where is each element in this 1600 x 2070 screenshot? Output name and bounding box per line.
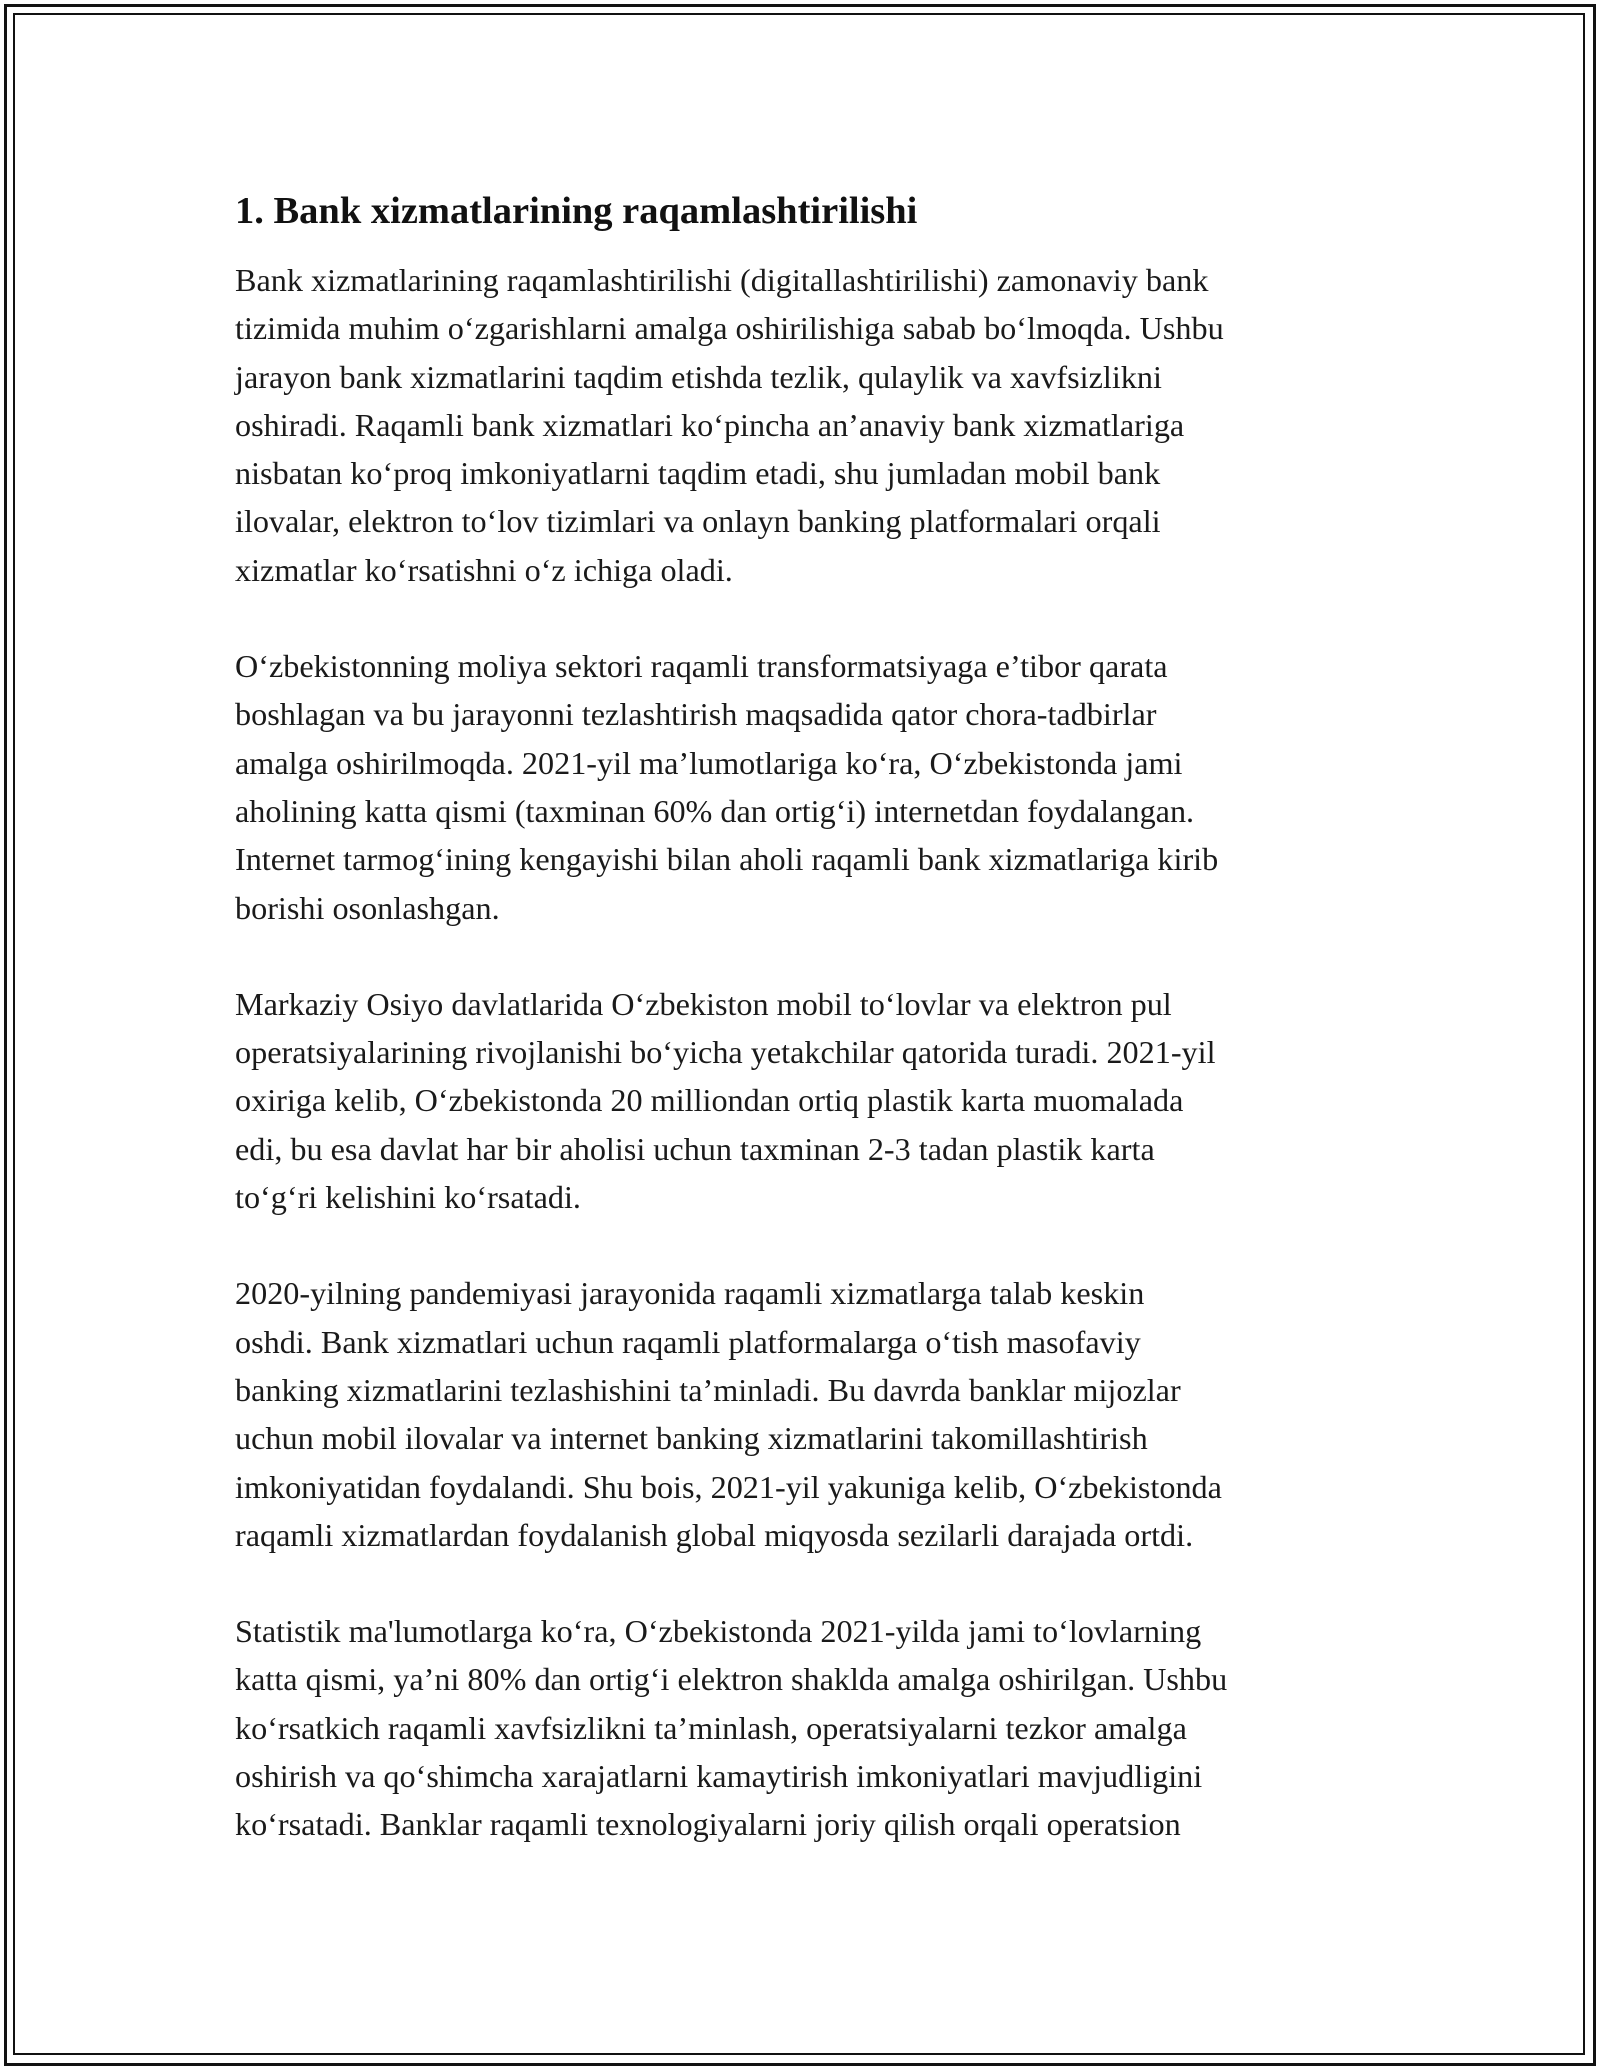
paragraph-4: 2020-yilning pandemiyasi jarayonida raqamli xizmatlarga talab keskin oshdi. Bank xizmatlari uchun raqamli platformalarga o‘tish masofaviy banking xizmatlarini tezlashishini ta’minladi. Bu davrda banklar mijozlar uchun mobil ilovalar va internet banking xizmatlarini takomillashtirish imkoniyatidan foydalandi. Shu bois, 2021-yil yakuniga kelib, O‘zbekistonda raqamli xizmatlardan foydalanish global miqyosda sezilarli darajada ortdi. <box>235 1275 1222 1553</box>
paragraph-5: Statistik ma'lumotlarga ko‘ra, O‘zbekistonda 2021-yilda jami to‘lovlarning katta qismi, ya’ni 80% dan ortig‘i elektron shaklda amalga oshirilgan. Ushbu ko‘rsatkich raqamli xavfsizlikni ta’minlash, operatsiyalarni tezkor amalga oshirish va qo‘shimcha xarajatlarni kamaytirish imkoniyatlari mavjudligini ko‘rsatadi. Banklar raqamli texnologiyalarni joriy qilish orqali operatsion <box>235 1613 1228 1843</box>
section-title: 1. Bank xizmatlarining raqamlashtirilishi <box>235 190 918 232</box>
paragraph-1: Bank xizmatlarining raqamlashtirilishi (digitallashtirilishi) zamonaviy bank tizimida muhim o‘zgarishlarni amalga oshirilishiga sabab bo‘lmoqda. Ushbu jarayon bank xizmatlarini taqdim etishda tezlik, qulaylik va xavfsizlikni oshiradi. Raqamli bank xizmatlari ko‘pincha an’anaviy bank xizmatlariga nisbatan ko‘proq imkoniyatlarni taqdim etadi, shu jumladan mobil bank ilovalar, elektron to‘lov tizimlari va onlayn banking platformalari orqali xizmatlar ko‘rsatishni o‘z ichiga oladi. <box>235 262 1224 588</box>
body-text <box>235 256 1395 1849</box>
paragraph-2: O‘zbekistonning moliya sektori raqamli transformatsiyaga e’tibor qarata boshlagan va bu jarayonni tezlashtirish maqsadida qator chora-tadbirlar amalga oshirilmoqda. 2021-yil ma’lumotlariga ko‘ra, O‘zbekistonda jami aholining katta qismi (taxminan 60% dan ortig‘i) internetdan foydalangan. Internet tarmog‘ining kengayishi bilan aholi raqamli bank xizmatlariga kirib borishi osonlashgan. <box>235 648 1219 926</box>
document-body <box>235 186 1395 1897</box>
paragraph-3: Markaziy Osiyo davlatlarida O‘zbekiston mobil to‘lovlar va elektron pul operatsiyalarining rivojlanishi bo‘yicha yetakchilar qatorida turadi. 2021-yil oxiriga kelib, O‘zbekistonda 20 milliondan ortiq plastik karta muomalada edi, bu esa davlat har bir aholisi uchun taxminan 2-3 tadan plastik karta to‘g‘ri kelishini ko‘rsatadi. <box>235 985 1216 1216</box>
